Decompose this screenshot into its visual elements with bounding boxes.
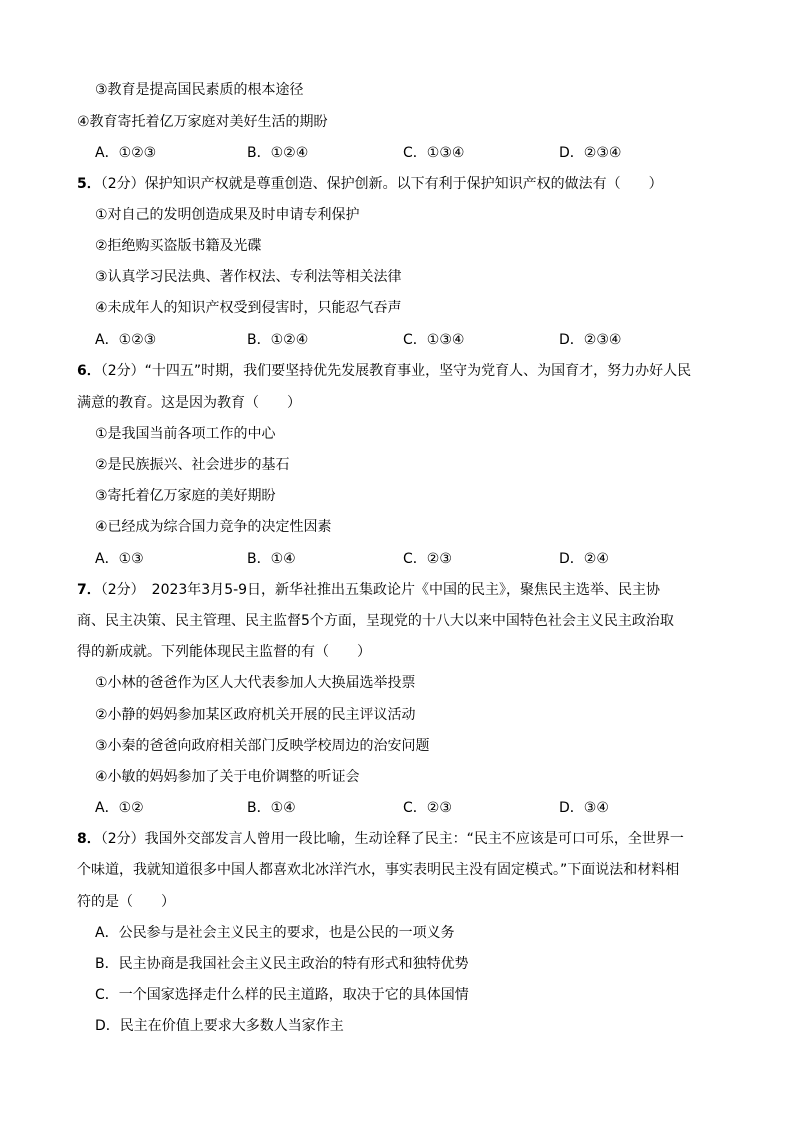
q7-option-b: B．①④ [247,800,296,816]
q5-option-a: A．①②③ [95,332,157,348]
q8-stem-line-3: 符的是（ ） [77,894,175,910]
q6-option-a: A．①③ [95,551,144,567]
q6-stem-line-2: 满意的教育。这是因为教育（ ） [77,395,301,411]
q7-stem-text: （2分） 2023年3月5-9日，新华社推出五集政论片《中国的民主》，聚焦民主选举、民主协 [100,582,661,598]
q4-options [95,143,695,163]
q5-stem [77,174,663,194]
q4-option-d: D．②③④ [559,145,622,161]
q5-option-c: C．①③④ [403,332,465,348]
q7-stem-line-3: 得的新成就。下列能体现民主监督的有（ ） [77,644,371,660]
q4-option-b: B．①②④ [247,145,309,161]
q8-choice-c: C．一个国家选择走什么样的民主道路，取决于它的具体国情 [95,987,469,1003]
q4-option-c: C．①③④ [403,145,465,161]
q8-choice-b: B．民主协商是我国社会主义民主政治的特有形式和独特优势 [95,956,469,972]
q5-option-d: D．②③④ [559,332,622,348]
q6-option-d: D．②④ [559,551,609,567]
q7-stem [77,580,660,600]
q7-item-2: ②小静的妈妈参加某区政府机关开展的民主评议活动 [95,707,416,723]
q6-option-b: B．①④ [247,551,296,567]
q7-item-4: ④小敏的妈妈参加了关于电价调整的听证会 [95,769,360,785]
q6-item-3: ③寄托着亿万家庭的美好期盼 [95,488,276,504]
q6-stem-text: （2分）“十四五”时期，我们要坚持优先发展教育事业，坚守为党育人、为国育才，努力办好人民 [100,363,692,379]
q8-number: 8． [77,831,101,847]
q7-number: 7． [77,582,101,598]
q7-option-d: D．③④ [559,800,609,816]
q5-item-1: ①对自己的发明创造成果及时申请专利保护 [95,207,360,223]
q6-item-1: ①是我国当前各项工作的中心 [95,426,276,442]
q8-choice-d: D．民主在价值上要求大多数人当家作主 [95,1018,344,1034]
q7-item-3: ③小秦的爸爸向政府相关部门反映学校周边的治安问题 [95,738,430,754]
q8-stem [77,829,684,849]
q4-item-3: ③教育是提高国民素质的根本途径 [95,82,304,98]
q5-options [95,330,695,350]
q5-number: 5． [77,176,101,192]
q7-stem-line-2: 商、民主决策、民主管理、民主监督5个方面，呈现党的十八大以来中国特色社会主义民主政治取 [77,613,674,629]
q7-options [95,798,695,818]
q5-item-2: ②拒绝购买盗版书籍及光碟 [95,238,262,254]
q5-item-3: ③认真学习民法典、著作权法、专利法等相关法律 [95,269,402,285]
q6-stem [77,361,691,381]
q6-item-2: ②是民族振兴、社会进步的基石 [95,457,290,473]
q5-item-4: ④未成年人的知识产权受到侵害时，只能忍气吞声 [95,300,402,316]
q6-item-4: ④已经成为综合国力竞争的决定性因素 [95,519,332,535]
q5-option-b: B．①②④ [247,332,309,348]
q7-option-c: C．②③ [403,800,452,816]
q6-number: 6． [77,363,101,379]
q7-item-1: ①小林的爸爸作为区人大代表参加人大换届选举投票 [95,675,416,691]
q6-option-c: C．②③ [403,551,452,567]
q4-option-a: A．①②③ [95,145,157,161]
q4-item-4: ④教育寄托着亿万家庭对美好生活的期盼 [77,114,328,130]
q6-options [95,549,695,569]
q5-stem-text: （2分）保护知识产权就是尊重创造、保护创新。以下有利于保护知识产权的做法有（ ） [100,176,663,192]
q8-stem-line-2: 个味道，我就知道很多中国人都喜欢北冰洋汽水，事实表明民主没有固定模式。”下面说法和材料相 [77,862,680,878]
q7-option-a: A．①② [95,800,144,816]
q8-choice-a: A．公民参与是社会主义民主的要求，也是公民的一项义务 [95,925,455,941]
q8-stem-text: （2分）我国外交部发言人曾用一段比喻，生动诠释了民主：“民主不应该是可口可乐，全世界一 [100,831,684,847]
